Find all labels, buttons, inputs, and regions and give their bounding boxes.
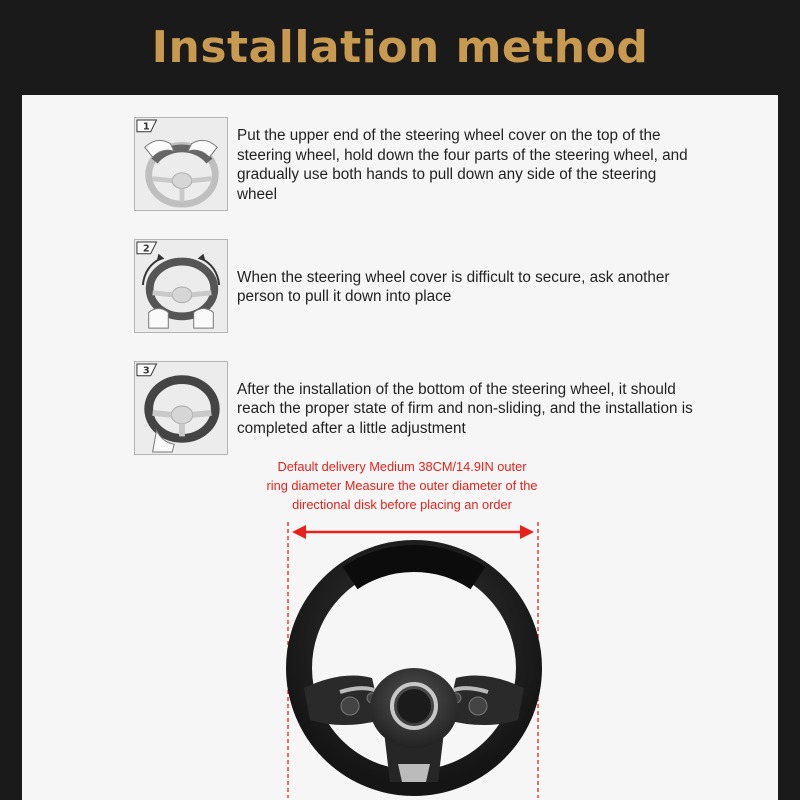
step-1-number: 1 bbox=[142, 121, 150, 133]
hands-on-wheel-icon bbox=[135, 118, 227, 210]
size-note-line-2: ring diameter Measure the outer diameter of the bbox=[266, 478, 538, 493]
step-3-text: After the installation of the bottom of the steering wheel, it should reach the proper state of firm and non-sliding, and the installation is completed after a little adjustment bbox=[237, 380, 693, 437]
steering-wheel-photo bbox=[262, 520, 552, 800]
page-title: Installation method bbox=[151, 22, 649, 73]
step-2-illustration bbox=[134, 239, 228, 333]
pull-down-wheel-icon bbox=[135, 240, 227, 332]
step-3 bbox=[134, 361, 694, 457]
step-2 bbox=[134, 239, 694, 335]
size-note-line-1: Default delivery Medium 38CM/14.9IN outer bbox=[277, 459, 527, 474]
header bbox=[0, 0, 800, 95]
step-2-text: When the steering wheel cover is difficult to secure, ask another person to pull it down into place bbox=[237, 268, 670, 305]
step-1-illustration bbox=[134, 117, 228, 211]
step-2-number: 2 bbox=[142, 243, 150, 255]
size-note-line-3: directional disk before placing an order bbox=[292, 497, 512, 512]
step-1 bbox=[134, 117, 694, 213]
step-3-illustration bbox=[134, 361, 228, 455]
step-3-number: 3 bbox=[142, 365, 150, 377]
step-1-text: Put the upper end of the steering wheel cover on the top of the steering wheel, hold down the four parts of the steering wheel, and gradually use both hands to pull down any side of the steering wheel bbox=[237, 127, 688, 203]
steering-wheel-icon bbox=[262, 520, 552, 800]
content-panel bbox=[22, 95, 778, 800]
size-note bbox=[227, 457, 577, 514]
installed-wheel-icon bbox=[135, 362, 227, 454]
